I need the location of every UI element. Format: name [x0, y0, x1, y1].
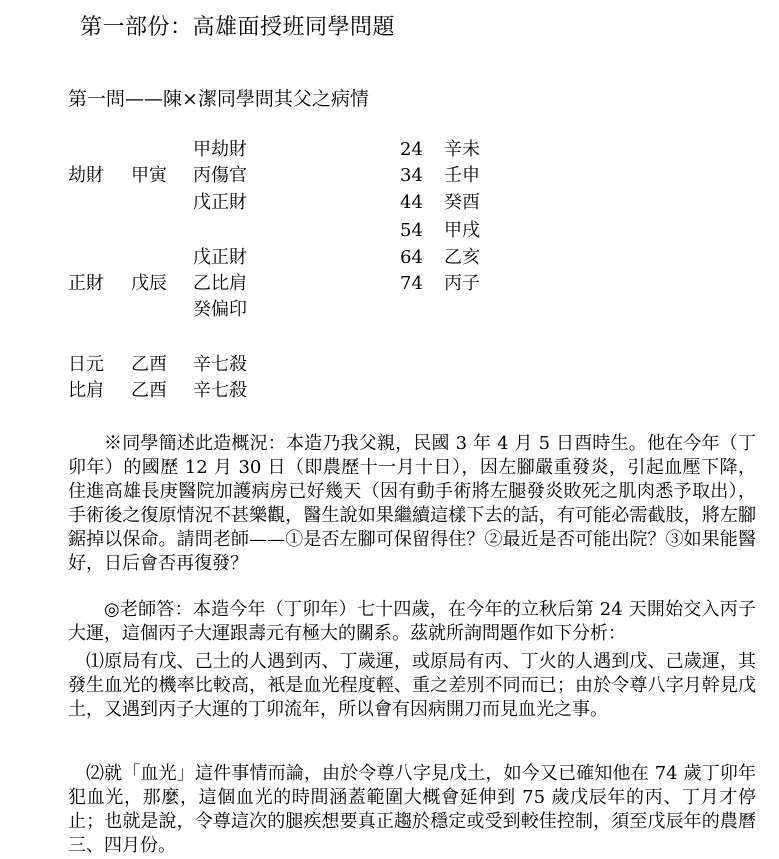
luck-pillar: 甲戌	[444, 220, 480, 241]
luck-age: 34	[400, 165, 423, 186]
luck-pillar: 壬申	[444, 165, 480, 186]
luck-pillar: 丙子	[444, 273, 480, 294]
luck-age: 54	[400, 220, 423, 241]
chart-hidden-stem: 辛七殺	[193, 380, 247, 401]
chart-pillar: 乙酉	[131, 354, 167, 375]
luck-pillar: 乙亥	[444, 247, 480, 268]
chart-hidden-stem: 甲劫財	[193, 139, 247, 160]
luck-age: 24	[400, 139, 423, 160]
chart-hidden-stem: 乙比肩	[193, 273, 247, 294]
chart-role: 日元	[68, 354, 104, 375]
chart-pillar: 乙酉	[131, 380, 167, 401]
chart-role: 正財	[68, 273, 104, 294]
question-heading: 第一問——陳×潔同學問其父之病情	[68, 88, 369, 110]
analysis-point-2: ⑵就「血光」這件事情而論，由於令尊八字見戊土，如今又已確知他在 74 歲丁卯年犯血光，那麼，這個血光的時間涵蓋範圍大概會延伸到 75 歲戊辰年的丙、丁月才停止；也就是說，令尊這次的腿疾想要真正趨於穩定或受到較佳控制，須至戊辰年的農曆三、四月份。	[68, 763, 756, 856]
chart-hidden-stem: 丙傷官	[193, 165, 247, 186]
chart-hidden-stem: 戊正財	[193, 192, 247, 213]
chart-hidden-stem: 戊正財	[193, 247, 247, 268]
chart-pillar: 戊辰	[131, 273, 167, 294]
student-summary-paragraph: ※同學簡述此造概況：本造乃我父親，民國 3 年 4 月 5 日酉時生。他在今年（丁卯年）的國歷 12 月 30 日（即農歷十一月十日），因左腳嚴重發炎，引起血壓下降，住進高雄長庚醫院加護病房已好幾天（因有動手術將左腿發炎敗死之肌肉悉予取出），手術後之復原情況不甚樂觀，醫生說如果繼續這樣下去的話，有可能必需截肢，將左腳鋸掉以保命。請問老師——①是否左腳可保留得住？②最近是否可能出院？③如果能醫好，日后會否再復發？	[68, 433, 756, 574]
analysis-point-1: ⑴原局有戊、己土的人遇到丙、丁歲運，或原局有丙、丁火的人遇到戊、己歲運，其發生血光的機率比較高，衹是血光程度輕、重之差別不同而已；由於令尊八字月幹見戊土，又遇到丙子大運的丁卯流年，所以會有因病開刀而見血光之事。	[68, 651, 756, 720]
chart-hidden-stem: 辛七殺	[193, 354, 247, 375]
luck-age: 64	[400, 247, 423, 268]
chart-role: 劫財	[68, 165, 104, 186]
chart-role: 比肩	[68, 380, 104, 401]
section-title: 第一部份：高雄面授班同學問題	[80, 15, 396, 40]
luck-pillar: 癸酉	[444, 192, 480, 213]
luck-age: 44	[400, 192, 423, 213]
luck-age: 74	[400, 273, 423, 294]
teacher-answer-paragraph: ◎老師答：本造今年（丁卯年）七十四歲，在今年的立秋后第 24 天開始交入丙子大運，這個丙子大運跟壽元有極大的關系。茲就所詢問題作如下分析：	[68, 599, 756, 644]
chart-hidden-stem: 癸偏印	[193, 299, 247, 320]
chart-pillar: 甲寅	[131, 165, 167, 186]
luck-pillar: 辛未	[444, 139, 480, 160]
